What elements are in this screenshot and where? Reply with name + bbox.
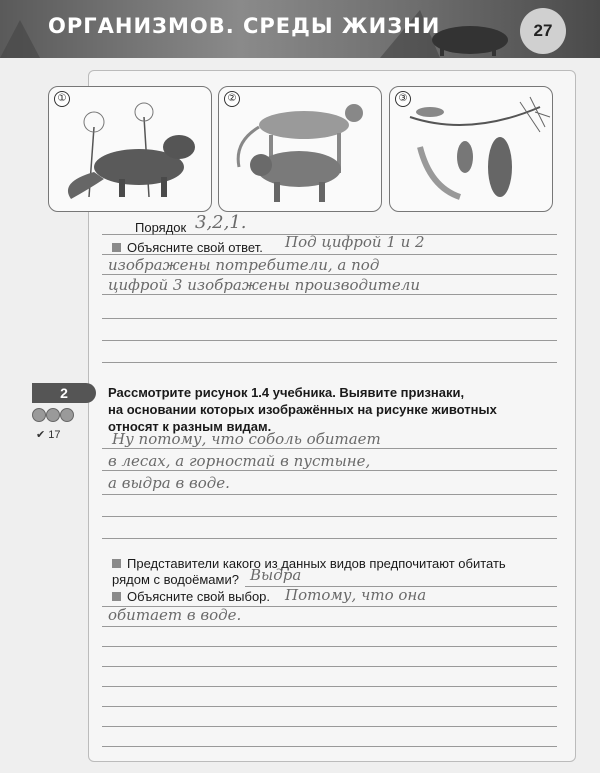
bullet-square-icon (112, 592, 121, 601)
page-number: 27 (520, 8, 566, 54)
difficulty-dot (60, 408, 74, 422)
answer-line (102, 706, 557, 707)
handwritten-answer-line: Ну потому, что соболь обитает (112, 430, 381, 448)
answer-line (102, 340, 557, 341)
answer-line (102, 746, 557, 747)
handwritten-answer-line: изображены потребители, а под (108, 256, 380, 274)
answer-line (102, 494, 557, 495)
question-line: на основании которых изображённых на рисунке животных (108, 402, 497, 417)
answer-line (102, 646, 557, 647)
checkmark-icon: ✔ (36, 429, 46, 441)
handwritten-answer-line: Потому, что она (285, 586, 427, 604)
answer-line (102, 686, 557, 687)
sub-question-line: рядом с водоёмами? (112, 572, 239, 587)
answer-line (102, 362, 557, 363)
difficulty-dot (46, 408, 60, 422)
picture-number: ② (224, 91, 240, 107)
answer-line (102, 606, 557, 607)
answer-line (102, 274, 557, 275)
answer-line (102, 666, 557, 667)
answer-line (102, 318, 557, 319)
picture-number: ① (54, 91, 70, 107)
cheetah-jaguar-illustration (219, 87, 381, 211)
answer-line (102, 516, 557, 517)
marten-illustration (49, 87, 211, 211)
order-label: Порядок (135, 220, 187, 235)
difficulty-dot (32, 408, 46, 422)
picture-number: ③ (395, 91, 411, 107)
question-line: Рассмотрите рисунок 1.4 учебника. Выявите признаки, (108, 385, 465, 400)
answer-line (102, 626, 557, 627)
task-number-badge: 2 (32, 383, 96, 403)
question-line: относят к разным видам. (108, 419, 272, 434)
bullet-square-icon (112, 243, 121, 252)
textbook-reference: ✔ 17 (36, 429, 61, 441)
handwritten-answer-line: обитает в воде. (108, 606, 242, 624)
picture-1 (48, 86, 212, 212)
answer-line (102, 294, 557, 295)
page-title: ОРГАНИЗМОВ. СРЕДЫ ЖИЗНИ (48, 14, 441, 38)
order-answer: 3,2,1. (195, 212, 247, 233)
explain-choice-prompt: Объясните свой выбор. (112, 589, 270, 604)
handwritten-answer-line: цифрой 3 изображены производители (108, 276, 420, 294)
picture-2 (218, 86, 382, 212)
handwritten-sub-answer: Выдра (250, 566, 302, 584)
handwritten-answer-line: а выдра в воде. (108, 474, 230, 492)
handwritten-answer-line: Под цифрой 1 и 2 (285, 233, 425, 251)
picture-3 (389, 86, 553, 212)
page-header (0, 0, 600, 58)
sub-question-line: Представители какого из данных видов предпочитают обитать (112, 556, 506, 571)
pine-branch-illustration (390, 87, 552, 211)
answer-line (102, 538, 557, 539)
explain-prompt: Объясните свой ответ. (112, 240, 263, 255)
answer-line (102, 726, 557, 727)
answer-line (102, 470, 557, 471)
answer-line (102, 448, 557, 449)
handwritten-answer-line: в лесах, а горностай в пустыне, (108, 452, 371, 470)
bullet-square-icon (112, 559, 121, 568)
